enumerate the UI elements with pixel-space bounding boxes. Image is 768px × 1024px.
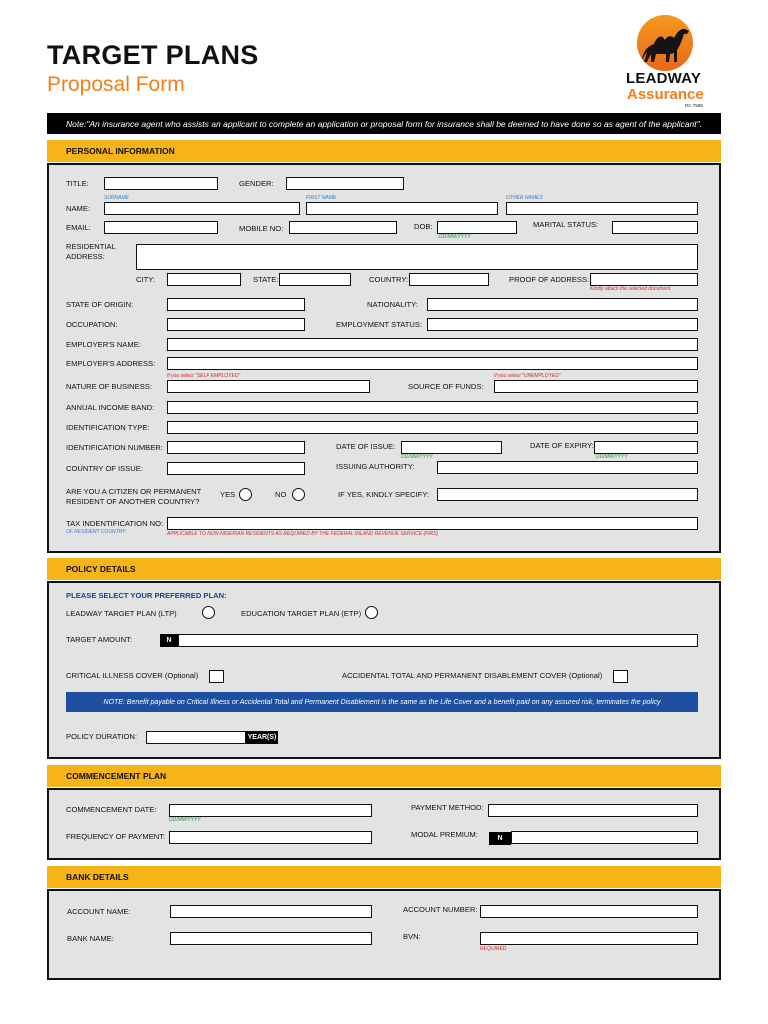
ltp-radio[interactable] [202, 606, 215, 619]
personal-heading: PERSONAL INFORMATION [47, 140, 721, 162]
etp-radio[interactable] [365, 606, 378, 619]
marital-label: MARITAL STATUS: [533, 220, 599, 229]
agent-note: Note:"An insurance agent who assists an applicant to complete an application or proposal form for insurance shall be deemed to have done so as agent of the applicant". [47, 113, 721, 134]
camel-icon [632, 14, 698, 72]
expiry-date-hint: DD/MM/YYYY [596, 454, 628, 460]
self-employed-hint: If you select "SELF EMPLOYED" [167, 373, 241, 379]
etp-label: EDUCATION TARGET PLAN (ETP) [241, 609, 362, 618]
logo-rc: RC 7588 [685, 103, 703, 108]
email-label: EMAIL: [66, 223, 91, 232]
amount-input[interactable] [178, 634, 698, 647]
funds-input[interactable] [494, 380, 698, 393]
form-title: TARGET PLANS [47, 40, 259, 70]
surname-hint: SURNAME [104, 195, 130, 201]
proof-hint: Kindly attach the selected document [590, 286, 671, 292]
accidental-checkbox[interactable] [613, 670, 628, 683]
income-label: ANNUAL INCOME BAND: [66, 403, 155, 412]
commencement-date-input[interactable] [169, 804, 372, 817]
state-input[interactable] [279, 273, 351, 286]
frequency-label: FREQUENCY OF PAYMENT: [66, 832, 166, 841]
duration-label: POLICY DURATION: [66, 732, 138, 741]
plan-prompt: PLEASE SELECT YOUR PREFERRED PLAN: [66, 591, 227, 600]
issue-date-input[interactable] [401, 441, 502, 454]
duration-input[interactable] [146, 731, 246, 744]
citizen-question: ARE YOU A CITIZEN OR PERMANENT RESIDENT OF ANOTHER COUNTRY? [66, 487, 202, 506]
account-number-label: ACCOUNT NUMBER: [403, 905, 478, 914]
issue-date-label: DATE OF ISSUE: [336, 442, 396, 451]
business-input[interactable] [167, 380, 370, 393]
country-label: COUNTRY: [369, 275, 409, 284]
address-label: RESIDENTIAL ADDRESS: [66, 242, 116, 261]
country-input[interactable] [409, 273, 489, 286]
nationality-label: NATIONALITY: [367, 300, 418, 309]
occupation-input[interactable] [167, 318, 305, 331]
origin-input[interactable] [167, 298, 305, 311]
dob-hint: DD/MM/YYYY [439, 234, 471, 240]
logo-sub: Assurance [627, 86, 704, 103]
name-label: NAME: [66, 204, 91, 213]
policy-heading: POLICY DETAILS [47, 558, 721, 580]
premium-currency: N [489, 832, 511, 845]
authority-input[interactable] [437, 461, 698, 474]
personal-section [47, 163, 721, 553]
income-input[interactable] [167, 401, 698, 414]
email-input[interactable] [104, 221, 218, 234]
dob-label: DOB: [414, 222, 433, 231]
business-label: NATURE OF BUSINESS: [66, 382, 152, 391]
expiry-date-input[interactable] [594, 441, 698, 454]
city-input[interactable] [167, 273, 241, 286]
marital-input[interactable] [612, 221, 698, 234]
bvn-hint: REQUIRED [480, 946, 507, 952]
tin-input[interactable] [167, 517, 698, 530]
premium-input[interactable] [511, 831, 698, 844]
account-name-label: ACCOUNT NAME: [67, 907, 131, 916]
bank-name-label: BANK NAME: [67, 934, 114, 943]
commencement-date-label: COMMENCEMENT DATE: [66, 805, 157, 814]
mobile-label: MOBILE NO: [239, 224, 284, 233]
proof-input[interactable] [590, 273, 698, 286]
city-label: CITY: [136, 275, 155, 284]
amount-currency: N [160, 634, 178, 647]
surname-input[interactable] [104, 202, 300, 215]
employer-name-label: EMPLOYER'S NAME: [66, 340, 141, 349]
payment-method-label: PAYMENT METHOD: [411, 803, 484, 812]
nationality-input[interactable] [427, 298, 698, 311]
specify-label: IF YES, KINDLY SPECIFY: [338, 490, 430, 499]
critical-checkbox[interactable] [209, 670, 224, 683]
origin-label: STATE OF ORIGIN: [66, 300, 134, 309]
amount-label: TARGET AMOUNT: [66, 635, 132, 644]
id-number-input[interactable] [167, 441, 305, 454]
employer-address-label: EMPLOYER'S ADDRESS: [66, 359, 156, 368]
commencement-date-hint: DD/MM/YYYY [169, 817, 201, 823]
first-name-hint: FIRST NAME [306, 195, 337, 201]
years-tag: YEAR(S) [246, 731, 278, 744]
frequency-input[interactable] [169, 831, 372, 844]
account-name-input[interactable] [170, 905, 372, 918]
mobile-input[interactable] [289, 221, 397, 234]
address-input[interactable] [136, 244, 698, 270]
proof-label: PROOF OF ADDRESS: [509, 275, 590, 284]
tin-hint: OF RESIDENT COUNTRY [66, 529, 126, 535]
commencement-heading: COMMENCEMENT PLAN [47, 765, 721, 787]
form-subtitle: Proposal Form [47, 73, 185, 96]
employer-address-input[interactable] [167, 357, 698, 370]
unemployed-hint: If you select "UNEMPLOYED" [494, 373, 561, 379]
commencement-section [47, 788, 721, 860]
ltp-label: LEADWAY TARGET PLAN (LTP) [66, 609, 177, 618]
title-input[interactable] [104, 177, 218, 190]
bvn-input[interactable] [480, 932, 698, 945]
id-type-input[interactable] [167, 421, 698, 434]
bank-heading: BANK DETAILS [47, 866, 721, 888]
employer-name-input[interactable] [167, 338, 698, 351]
accidental-label: ACCIDENTAL TOTAL AND PERMANENT DISABLEMENT COVER (Optional) [342, 671, 603, 680]
authority-label: ISSUING AUTHORITY: [336, 462, 415, 471]
id-type-label: IDENTIFICATION TYPE: [66, 423, 150, 432]
employment-label: EMPLOYMENT STATUS: [336, 320, 423, 329]
other-names-hint: OTHER NAMES [506, 195, 543, 201]
gender-input[interactable] [286, 177, 404, 190]
bvn-label: BVN: [403, 932, 421, 941]
premium-label: MODAL PREMIUM: [411, 830, 478, 839]
state-label: STATE: [253, 275, 279, 284]
citizen-no-radio[interactable] [292, 488, 305, 501]
account-number-input[interactable] [480, 905, 698, 918]
bank-name-input[interactable] [170, 932, 372, 945]
leadway-logo [622, 14, 708, 114]
dob-input[interactable] [437, 221, 517, 234]
logo-name: LEADWAY [626, 70, 702, 87]
yes-label: YES [220, 490, 236, 499]
payment-method-input[interactable] [488, 804, 698, 817]
funds-label: SOURCE OF FUNDS: [408, 382, 484, 391]
expiry-date-label: DATE OF EXPIRY: [530, 441, 594, 450]
firs-hint: APPLICABLE TO NON-NIGERIAN RESIDENTS AS REQUIRED BY THE FEDERAL INLAND REVENUE SERVICE (FIRS) [167, 531, 439, 537]
title-label: TITLE: [66, 179, 89, 188]
id-number-label: IDENTIFICATION NUMBER: [66, 443, 163, 452]
occupation-label: OCCUPATION: [66, 320, 118, 329]
benefit-note: NOTE: Benefit payable on Critical Illness or Accidental Total and Permanent Disablement is the same as the Life Cover and a benefit paid on any assured risk, terminates the policy [66, 692, 698, 712]
bank-section [47, 889, 721, 980]
tin-label: TAX INDENTIFICATION NO: [66, 519, 164, 528]
issue-country-input[interactable] [167, 462, 305, 475]
issue-date-hint: DD/MM/YYYY [401, 454, 433, 460]
policy-section [47, 581, 721, 759]
specify-input[interactable] [437, 488, 698, 501]
citizen-yes-radio[interactable] [239, 488, 252, 501]
gender-label: GENDER: [239, 179, 274, 188]
other-names-input[interactable] [506, 202, 698, 215]
issue-country-label: COUNTRY OF ISSUE: [66, 464, 143, 473]
employment-input[interactable] [427, 318, 698, 331]
first-name-input[interactable] [306, 202, 498, 215]
no-label: NO [275, 490, 287, 499]
critical-label: CRITICAL ILLNESS COVER (Optional) [66, 671, 199, 680]
